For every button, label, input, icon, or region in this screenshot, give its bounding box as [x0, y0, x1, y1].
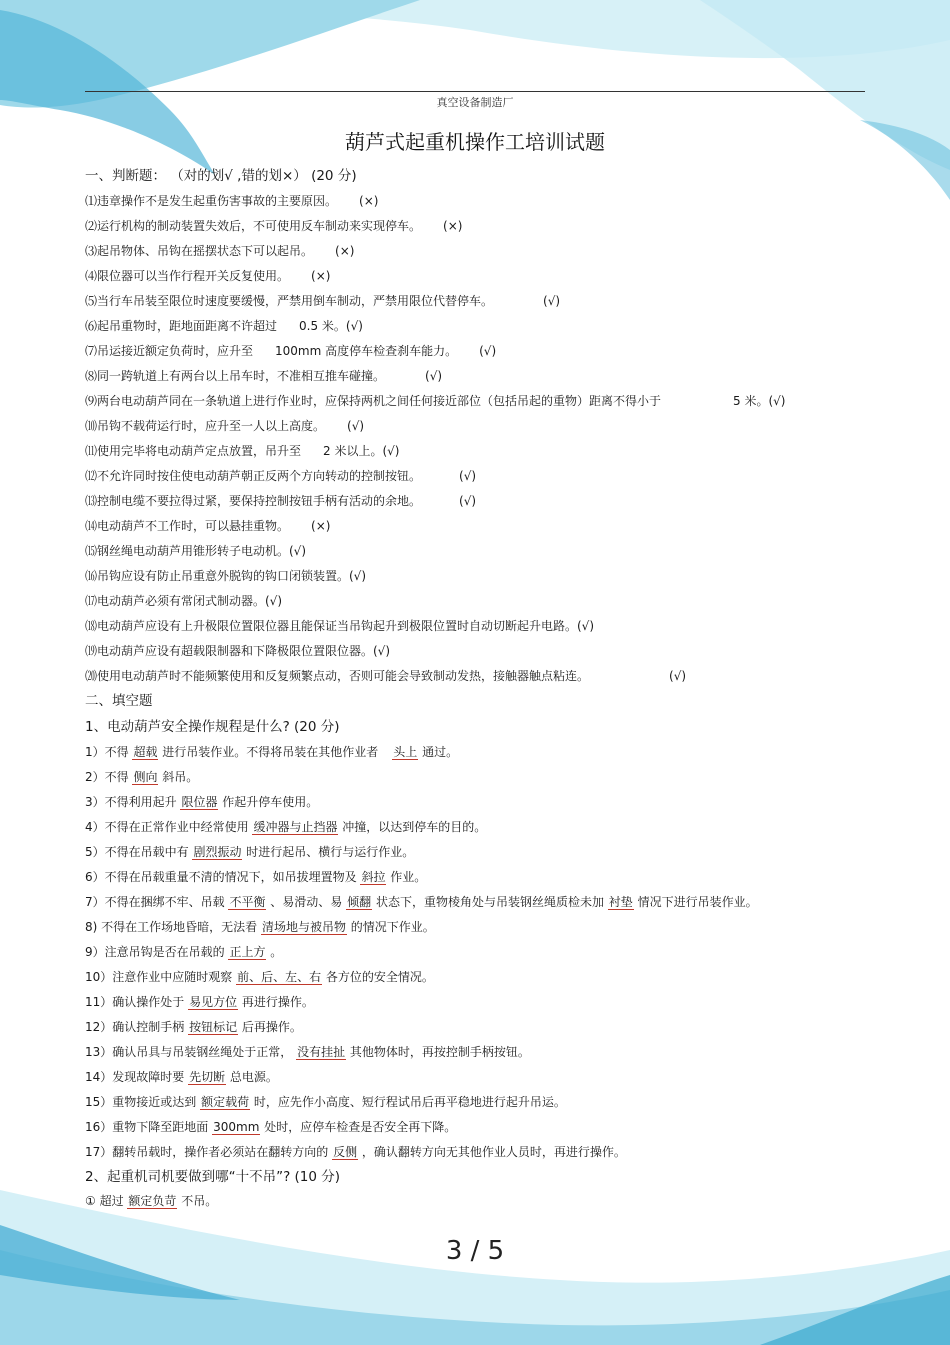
fill-item: 6）不得在吊载重量不清的情况下，如吊拔埋置物及 斜拉 作业。 [85, 870, 427, 884]
tf-item: ⑴违章操作不是发生起重伤害事故的主要原因。 (×) [85, 194, 379, 208]
page-number: 3 / 5 [445, 1236, 505, 1266]
tf-item: ⒆电动葫芦应设有超载限制器和下降极限位置限位器。(√) [85, 644, 391, 658]
fill-item: 10）注意作业中应随时观察 前、后、左、右 各方位的安全情况。 [85, 970, 434, 984]
tf-item: ⒃吊钩应设有防止吊重意外脱钩的钩口闭锁装置。(√) [85, 569, 367, 583]
fill-item: 14）发现故障时要 先切断 总电源。 [85, 1070, 278, 1084]
section1-heading: 一、判断题： （对的划√ ,错的划×） (20 分) [85, 168, 357, 184]
tf-item: ⑸当行车吊装至限位时速度要缓慢，严禁用倒车制动，严禁用限位代替停车。 (√) [85, 294, 561, 308]
tf-item: ⑿不允许同时按住使电动葫芦朝正反两个方向转动的控制按钮。 (√) [85, 469, 477, 483]
header-company: 真空设备制造厂 [436, 96, 514, 109]
tf-item: ⑶起吊物体、吊钩在摇摆状态下可以起吊。 (×) [85, 244, 355, 258]
tf-item: ⒀控制电缆不要拉得过紧，要保持控制按钮手柄有活动的余地。 (√) [85, 494, 477, 508]
question2-heading: 2、起重机司机要做到哪“十不吊”? (10 分) [85, 1169, 341, 1185]
question1-heading: 1、电动葫芦安全操作规程是什么? (20 分) [85, 719, 340, 735]
fill-item: 3）不得利用起升 限位器 作起升停车使用。 [85, 795, 319, 809]
tf-item: ⒂钢丝绳电动葫芦用锥形转子电动机。(√) [85, 544, 307, 558]
tf-item: ⒁电动葫芦不工作时，可以悬挂重物。 (×) [85, 519, 331, 533]
tf-item: ⑹起吊重物时，距地面距离不许超过 0.5 米。(√) [85, 319, 363, 333]
fill-item: 5）不得在吊载中有 剧烈振动 时进行起吊、横行与运行作业。 [85, 845, 415, 859]
fill-item: 17）翻转吊载时，操作者必须站在翻转方向的 反侧 ，确认翻转方向无其他作业人员时，再进行操作。 [85, 1145, 626, 1159]
fill-item: 2）不得 侧向 斜吊。 [85, 770, 199, 784]
tf-item: ⑽吊钩不载荷运行时，应升至一人以上高度。 (√) [85, 419, 365, 433]
fill-item: ① 超过 额定负苛 不吊。 [85, 1194, 218, 1208]
header-rule [85, 91, 865, 92]
fill-item: 1）不得 超载 进行吊装作业。不得将吊装在其他作业者 头上 通过。 [85, 745, 459, 759]
fill-item: 7）不得在捆绑不牢、吊载 不平衡 、易滑动、易 倾翻 状态下，重物棱角处与吊装钢丝绳质检未加 衬垫 情况下进行吊装作业。 [85, 895, 758, 909]
fill-item: 12）确认控制手柄 按钮标记 后再操作。 [85, 1020, 302, 1034]
tf-item: ⒇使用电动葫芦时不能频繁使用和反复频繁点动，否则可能会导致制动发热，接触器触点粘连。 (√) [85, 669, 687, 683]
page-title: 葫芦式起重机操作工培训试题 [345, 130, 605, 154]
fill-item: 15）重物接近或达到 额定载荷 时，应先作小高度、短行程试吊后再平稳地进行起升吊运。 [85, 1095, 566, 1109]
section2-heading: 二、填空题 [85, 693, 153, 709]
fill-item: 4）不得在正常作业中经常使用 缓冲器与止挡器 冲撞，以达到停车的目的。 [85, 820, 487, 834]
tf-item: ⑾使用完毕将电动葫芦定点放置，吊升至 2 米以上。(√) [85, 444, 400, 458]
tf-item: ⑺吊运接近额定负荷时，应升至 100mm 高度停车检查刹车能力。 (√) [85, 344, 497, 358]
fill-item: 11）确认操作处于 易见方位 再进行操作。 [85, 995, 314, 1009]
fill-item: 16）重物下降至距地面 300mm 处时，应停车检查是否安全再下降。 [85, 1120, 457, 1134]
fill-item: 9）注意吊钩是否在吊载的 正上方 。 [85, 945, 283, 959]
tf-item: ⑼两台电动葫芦同在一条轨道上进行作业时，应保持两机之间任何接近部位（包括吊起的重物）距离不得小于 5 米。(√) [85, 394, 786, 408]
tf-item: ⑻同一跨轨道上有两台以上吊车时，不准相互推车碰撞。 (√) [85, 369, 443, 383]
tf-item: ⒄电动葫芦必须有常闭式制动器。(√) [85, 594, 283, 608]
tf-item: ⒅电动葫芦应设有上升极限位置限位器且能保证当吊钩起升到极限位置时自动切断起升电路。(√) [85, 619, 595, 633]
tf-item: ⑷限位器可以当作行程开关反复使用。 (×) [85, 269, 331, 283]
fill-item: 8) 不得在工作场地昏暗，无法看 清场地与被吊物 的情况下作业。 [85, 920, 435, 934]
fill-item: 13）确认吊具与吊装钢丝绳处于正常， 没有挂扯 其他物体时，再按控制手柄按钮。 [85, 1045, 530, 1059]
tf-item: ⑵运行机构的制动装置失效后，不可使用反车制动来实现停车。 (×) [85, 219, 463, 233]
